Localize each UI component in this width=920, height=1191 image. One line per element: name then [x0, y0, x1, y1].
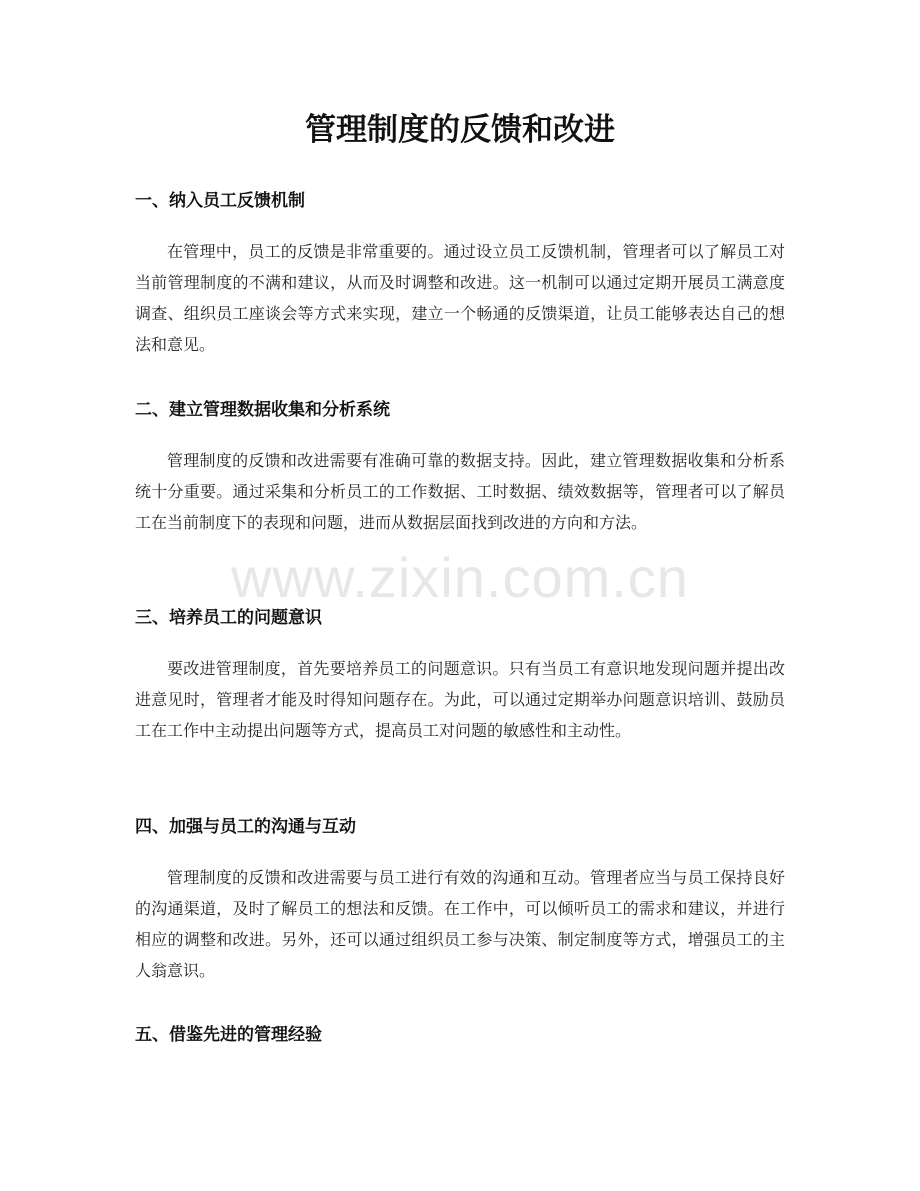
- section-heading: 二、建立管理数据收集和分析系统: [135, 400, 390, 420]
- section-heading: 五、借鉴先进的管理经验: [135, 1025, 322, 1045]
- section-paragraph: 管理制度的反馈和改进需要有准确可靠的数据支持。因此，建立管理数据收集和分析系统十分重要。通过采集和分析员工的工作数据、工时数据、绩效数据等，管理者可以了解员工在当前制度下的表现和问题，进而从数据层面找到改进的方向和方法。: [135, 451, 785, 532]
- section-heading: 四、加强与员工的沟通与互动: [135, 817, 356, 837]
- section-paragraph: 管理制度的反馈和改进需要与员工进行有效的沟通和互动。管理者应当与员工保持良好的沟通渠道，及时了解员工的想法和反馈。在工作中，可以倾听员工的需求和建议，并进行相应的调整和改进。另外，还可以通过组织员工参与决策、制定制度等方式，增强员工的主人翁意识。: [135, 868, 785, 980]
- watermark: www.zixin.com.cn: [231, 546, 689, 609]
- section-3: [135, 604, 785, 746]
- section-paragraph: 在管理中，员工的反馈是非常重要的。通过设立员工反馈机制，管理者可以了解员工对当前管理制度的不满和建议，从而及时调整和改进。这一机制可以通过定期开展员工满意度调查、组织员工座谈会等方式来实现，建立一个畅通的反馈渠道，让员工能够表达自己的想法和意见。: [135, 242, 785, 354]
- section-5: [135, 1021, 785, 1049]
- section-1: [135, 187, 785, 360]
- section-heading: 一、纳入员工反馈机制: [135, 191, 305, 211]
- section-heading: 三、培养员工的问题意识: [135, 608, 322, 628]
- section-paragraph: 要改进管理制度，首先要培养员工的问题意识。只有当员工有意识地发现问题并提出改进意见时，管理者才能及时得知问题存在。为此，可以通过定期举办问题意识培训、鼓励员工在工作中主动提出问题等方式，提高员工对问题的敏感性和主动性。: [135, 659, 785, 740]
- page-title: 管理制度的反馈和改进: [305, 112, 615, 148]
- section-4: [135, 813, 785, 986]
- section-2: [135, 396, 785, 538]
